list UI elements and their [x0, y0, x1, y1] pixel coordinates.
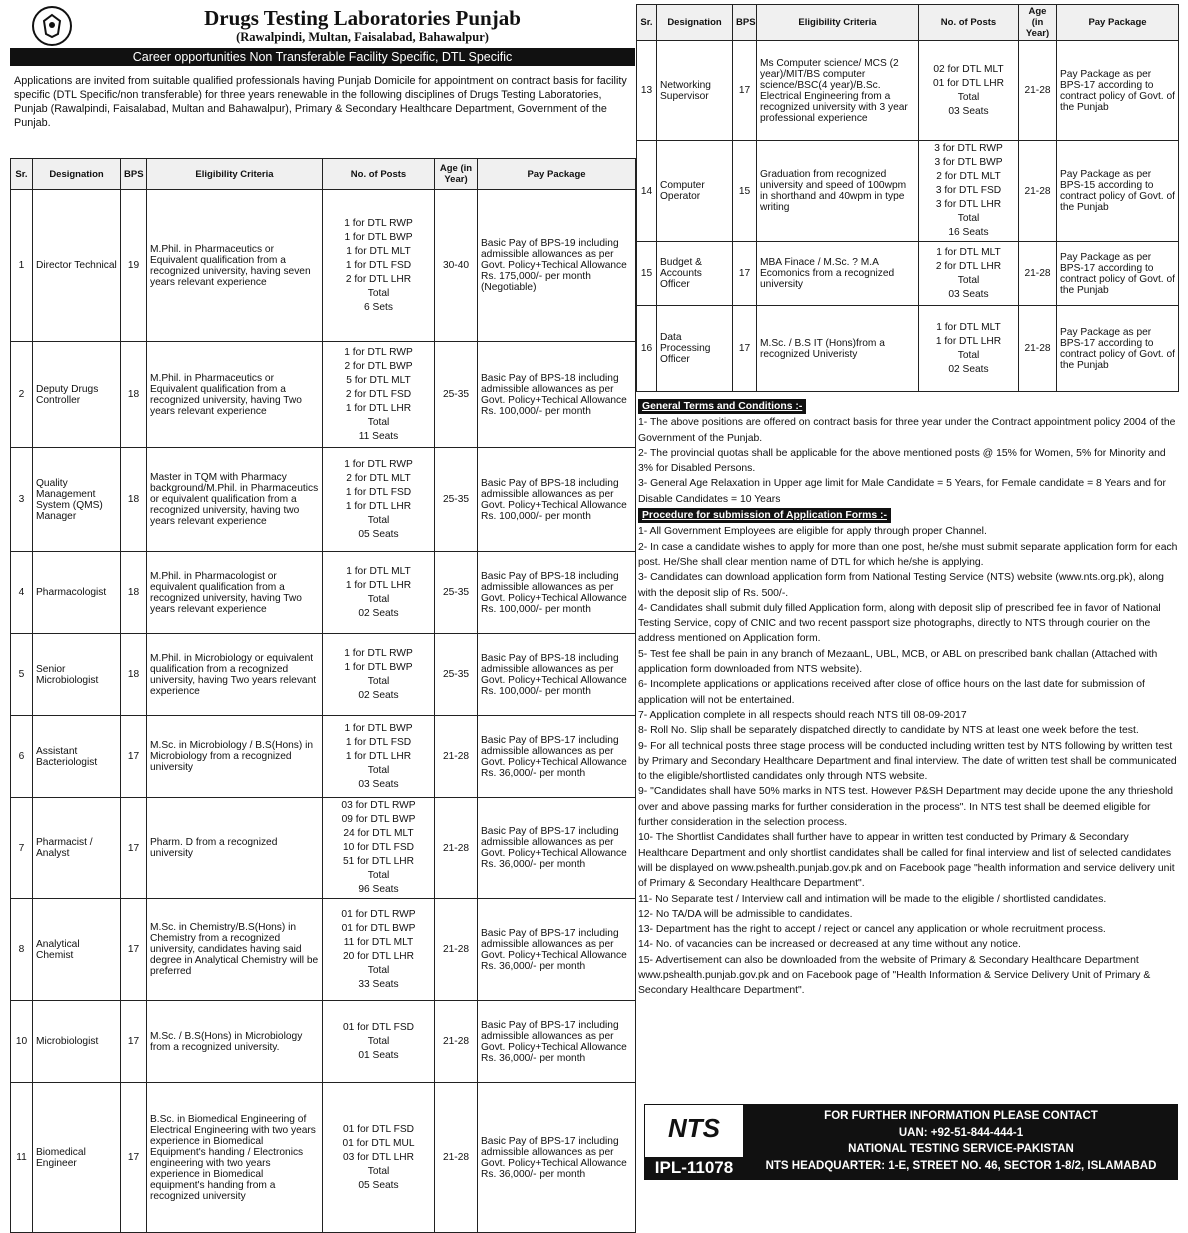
- row-bps: 15: [733, 141, 757, 242]
- row-pay: Basic Pay of BPS-18 including admissible allowances as per Govt. Policy+Techical Allowance Rs. 100,000/- per month: [478, 448, 636, 552]
- row-pay: Basic Pay of BPS-18 including admissible allowances as per Govt. Policy+Techical Allowance Rs. 100,000/- per month: [478, 552, 636, 634]
- contact-address: NTS HEADQUARTER: 1-E, STREET NO. 46, SECTOR 1-8/2, ISLAMABAD: [765, 1159, 1157, 1172]
- row-bps: 17: [121, 1001, 147, 1083]
- row-designation: Budget & Accounts Officer: [657, 242, 733, 306]
- row-sr: 10: [11, 1001, 33, 1083]
- row-designation: Microbiologist: [33, 1001, 121, 1083]
- row-designation: Analytical Chemist: [33, 899, 121, 1001]
- row-age: 25-35: [435, 552, 478, 634]
- row-bps: 17: [733, 41, 757, 141]
- row-sr: 4: [11, 552, 33, 634]
- row-designation: Networking Supervisor: [657, 41, 733, 141]
- header: [10, 4, 635, 48]
- table-row: [637, 306, 1179, 392]
- row-bps: 18: [121, 448, 147, 552]
- row-sr: 7: [11, 798, 33, 899]
- col-header: Pay Package: [478, 159, 636, 190]
- row-criteria: M.Sc. in Microbiology / B.S(Hons) in Microbiology from a recognized university: [147, 716, 323, 798]
- row-designation: Biomedical Engineer: [33, 1083, 121, 1233]
- row-posts: 1 for DTL BWP 1 for DTL FSD 1 for DTL LHR Total 03 Seats: [323, 716, 435, 798]
- contact-info: [748, 1108, 1174, 1174]
- row-sr: 6: [11, 716, 33, 798]
- col-header: Pay Package: [1057, 5, 1179, 41]
- row-age: 25-35: [435, 448, 478, 552]
- row-posts: 1 for DTL RWP 2 for DTL MLT 1 for DTL FSD 1 for DTL LHR Total 05 Seats: [323, 448, 435, 552]
- career-banner: Career opportunities Non Transferable Facility Specific, DTL Specific: [10, 48, 635, 66]
- list-item: 10- The Shortlist Candidates shall further have to appear in written test conducted by Primary & Secondary Healthcare Department and only shortlist candidates shall be called for final interview and list of selected candidates will be displayed on www.pshealth.punjab.gov.pk and on Facebook page "health information and service delivery unit of Primary & Secondary Healthcare Department".: [638, 832, 1175, 890]
- row-designation: Pharmacist / Analyst: [33, 798, 121, 899]
- list-item: 3- General Age Relaxation in Upper age limit for Male Candidate = 5 Years, for Female candidate = 8 Years and for Disable Candidates = 10 Years: [638, 478, 1166, 505]
- row-criteria: Master in TQM with Pharmacy background/M.Phil. in Pharmaceutics or equivalent qualification from a recognized university, having two years relevant experience: [147, 448, 323, 552]
- row-pay: Pay Package as per BPS-17 according to contract policy of Govt. of the Punjab: [1057, 242, 1179, 306]
- row-age: 21-28: [435, 1083, 478, 1233]
- list-item: 1- The above positions are offered on contract basis for three year under the Contract appointment policy 2004 of the Government of the Punjab.: [638, 417, 1176, 444]
- col-header: Designation: [33, 159, 121, 190]
- row-sr: 8: [11, 899, 33, 1001]
- row-posts: 1 for DTL RWP 1 for DTL BWP 1 for DTL MLT 1 for DTL FSD 2 for DTL LHR Total 6 Sets: [323, 190, 435, 342]
- row-criteria: M.Phil. in Pharmaceutics or Equivalent qualification from a recognized university, having seven years relevant experience: [147, 190, 323, 342]
- contact-line: FOR FURTHER INFORMATION PLEASE CONTACT: [824, 1110, 1098, 1122]
- general-terms-heading: General Terms and Conditions :-: [638, 399, 806, 414]
- row-criteria: B.Sc. in Biomedical Engineering of Electrical Engineering with two years experience in Biomedical Equipment's handing / Electronics engineering with two years experience in Biomedical equipment's handing from a recognized university: [147, 1083, 323, 1233]
- list-item: 14- No. of vacancies can be increased or decreased at any time without any notice.: [638, 939, 1021, 951]
- row-sr: 11: [11, 1083, 33, 1233]
- row-criteria: M.Sc. / B.S IT (Hons)from a recognized Univeristy: [757, 306, 919, 392]
- row-pay: Basic Pay of BPS-19 including admissible allowances as per Govt. Policy+Techical Allowance Rs. 175,000/- per month (Negotiable): [478, 190, 636, 342]
- row-age: 25-35: [435, 342, 478, 448]
- col-header: No. of Posts: [323, 159, 435, 190]
- jobs-body-right: [637, 41, 1179, 392]
- row-bps: 18: [121, 342, 147, 448]
- row-pay: Basic Pay of BPS-17 including admissible allowances as per Govt. Policy+Techical Allowance Rs. 36,000/- per month: [478, 899, 636, 1001]
- col-header: Sr.: [11, 159, 33, 190]
- list-item: 2- In case a candidate wishes to apply for more than one post, he/she must submit separate application form for each post. He/She shall clear mention name of DTL for which he/she is applying.: [638, 541, 1178, 568]
- row-posts: 03 for DTL RWP 09 for DTL BWP 24 for DTL MLT 10 for DTL FSD 51 for DTL LHR Total 96 Seats: [323, 798, 435, 899]
- row-criteria: M.Phil. in Pharmaceutics or Equivalent qualification from a recognized university, having Two years relevant experience: [147, 342, 323, 448]
- table-row: [11, 448, 636, 552]
- row-criteria: Ms Computer science/ MCS (2 year)/MIT/BS computer science/BSC(4 year)/B.Sc. Electrical Engineering from a recognized university with 3 year professional experience: [757, 41, 919, 141]
- right-column: [636, 4, 1178, 999]
- procedure-list: [638, 524, 1178, 998]
- table-header: [637, 5, 1179, 41]
- table-row: [11, 1001, 636, 1083]
- row-sr: 16: [637, 306, 657, 392]
- list-item: 1- All Government Employees are eligible for apply through proper Channel.: [638, 526, 987, 538]
- terms-section: [636, 398, 1178, 999]
- list-item: 9- "Candidates shall have 50% marks in NTS test. However P&SH Department may decide upone the any thrieshold over and above passing marks for further consideration in the process". In NTS test shall be deemed eligible for further consideration in the selection process.: [638, 786, 1174, 829]
- jobs-table-right: [636, 4, 1179, 392]
- list-item: 4- Candidates shall submit duly filled Application form, along with deposit slip of prescribed fee in favor of National Testing Service, copy of CNIC and two recent passport size photographs, directly to NTS through courier on the address mentioned on Application form.: [638, 602, 1161, 645]
- col-header: BPS: [121, 159, 147, 190]
- row-pay: Basic Pay of BPS-17 including admissible allowances as per Govt. Policy+Techical Allowance Rs. 36,000/- per month: [478, 716, 636, 798]
- row-age: 21-28: [435, 1001, 478, 1083]
- row-bps: 17: [121, 798, 147, 899]
- left-column: [10, 4, 635, 1233]
- ipl-number: IPL-11078: [645, 1157, 743, 1179]
- row-posts: 1 for DTL MLT 1 for DTL LHR Total 02 Seats: [323, 552, 435, 634]
- row-designation: Data Processing Officer: [657, 306, 733, 392]
- row-age: 25-35: [435, 634, 478, 716]
- list-item: 15- Advertisement can also be downloaded from the website of Primary & Secondary Healthcare Department www.pshealth.punjab.gov.pk and on Facebook page of "Health Information & Service Delivery Unit of Primary & Secondary Healthcare Department".: [638, 954, 1151, 997]
- page-subtitle: (Rawalpindi, Multan, Faisalabad, Bahawalpur): [236, 30, 489, 44]
- row-designation: Quality Management System (QMS) Manager: [33, 448, 121, 552]
- punjab-emblem-icon: [32, 6, 72, 46]
- row-bps: 17: [121, 1083, 147, 1233]
- list-item: 13- Department has the right to accept / reject or cancel any application or whole recruitment process.: [638, 924, 1106, 936]
- row-bps: 17: [121, 899, 147, 1001]
- row-sr: 13: [637, 41, 657, 141]
- row-bps: 19: [121, 190, 147, 342]
- row-bps: 18: [121, 634, 147, 716]
- row-pay: Pay Package as per BPS-17 according to contract policy of Govt. of the Punjab: [1057, 306, 1179, 392]
- table-row: [11, 798, 636, 899]
- list-item: 11- No Separate test / Interview call and intimation will be made to the eligible / shortlisted candidates.: [638, 893, 1107, 905]
- table-row: [637, 41, 1179, 141]
- table-header: [11, 159, 636, 190]
- row-posts: 1 for DTL RWP 1 for DTL BWP Total 02 Seats: [323, 634, 435, 716]
- row-criteria: M.Phil. in Microbiology or equivalent qualification from a recognized university, having Two years relevant experience: [147, 634, 323, 716]
- col-header: Sr.: [637, 5, 657, 41]
- row-criteria: M.Sc. in Chemistry/B.S(Hons) in Chemistry from a recognized university, candidates having said degree in Analytical Chemistry will be preferred: [147, 899, 323, 1001]
- row-age: 21-28: [435, 716, 478, 798]
- table-row: [11, 716, 636, 798]
- row-posts: 02 for DTL MLT 01 for DTL LHR Total 03 Seats: [919, 41, 1019, 141]
- table-row: [11, 190, 636, 342]
- table-row: [11, 899, 636, 1001]
- row-posts: 01 for DTL FSD 01 for DTL MUL 03 for DTL LHR Total 05 Seats: [323, 1083, 435, 1233]
- col-header: Eligibility Criteria: [147, 159, 323, 190]
- row-sr: 2: [11, 342, 33, 448]
- row-posts: 3 for DTL RWP 3 for DTL BWP 2 for DTL MLT 3 for DTL FSD 3 for DTL LHR Total 16 Seats: [919, 141, 1019, 242]
- row-designation: Computer Operator: [657, 141, 733, 242]
- intro-paragraph: Applications are invited from suitable qualified professionals having Punjab Domicile for appointment on contract basis for facility specific (DTL Specific/non transferable) for three years renewable in the following disciplines of Drugs Testing Laboratories, Punjab (Rawalpindi, Faisalabad, Multan and Bahawalpur), Primary & Secondary Healthcare Department, Government of the Punjab.: [14, 75, 627, 129]
- general-terms-list: [638, 415, 1178, 507]
- row-sr: 5: [11, 634, 33, 716]
- row-sr: 1: [11, 190, 33, 342]
- row-designation: Senior Microbiologist: [33, 634, 121, 716]
- table-row: [637, 141, 1179, 242]
- table-row: [11, 634, 636, 716]
- contact-uan: UAN: +92-51-844-444-1: [898, 1126, 1024, 1139]
- list-item: 9- For all technical posts three stage process will be conducted including written test by NTS following by written test by Primary and Secondary Healthcare Department and final interview. The date of written test shall be communicated to the eligible/shortlisted candidates only through NTS website.: [638, 740, 1177, 783]
- table-row: [11, 342, 636, 448]
- table-row: [637, 242, 1179, 306]
- list-item: 5- Test fee shall be pain in any branch of MezaanL, UBL, MCB, or ABL on prescribed bank challan (Attached with application form downloaded from NTS website).: [638, 648, 1158, 676]
- jobs-body-left: [11, 190, 636, 1233]
- col-header: Age (in Year): [1019, 5, 1057, 41]
- list-item: 7- Application complete in all respects should reach NTS till 08-09-2017: [638, 709, 967, 721]
- row-designation: Deputy Drugs Controller: [33, 342, 121, 448]
- row-sr: 3: [11, 448, 33, 552]
- jobs-table-left: [10, 158, 636, 1233]
- row-age: 21-28: [435, 899, 478, 1001]
- row-age: 21-28: [1019, 141, 1057, 242]
- list-item: 3- Candidates can download application form from National Testing Service (NTS) website (www.nts.org.pk), along with the deposit slip of Rs. 500/-.: [638, 572, 1164, 599]
- row-criteria: Pharm. D from a recognized university: [147, 798, 323, 899]
- col-header: Designation: [657, 5, 733, 41]
- procedure-heading: Procedure for submission of Application Forms :-: [638, 508, 891, 523]
- contact-org: NATIONAL TESTING SERVICE-PAKISTAN: [848, 1143, 1074, 1155]
- row-age: 21-28: [1019, 242, 1057, 306]
- row-posts: 01 for DTL RWP 01 for DTL BWP 11 for DTL MLT 20 for DTL LHR Total 33 Seats: [323, 899, 435, 1001]
- row-pay: Basic Pay of BPS-17 including admissible allowances as per Govt. Policy+Techical Allowance Rs. 36,000/- per month: [478, 1083, 636, 1233]
- row-pay: Basic Pay of BPS-17 including admissible allowances as per Govt. Policy+Techical Allowance Rs. 36,000/- per month: [478, 1001, 636, 1083]
- list-item: 2- The provincial quotas shall be applicable for the above mentioned posts @ 15% for Women, 5% for Minority and 3% for Disabled Persons.: [638, 447, 1166, 475]
- row-sr: 14: [637, 141, 657, 242]
- row-pay: Pay Package as per BPS-15 according to contract policy of Govt. of the Punjab: [1057, 141, 1179, 242]
- row-posts: 1 for DTL MLT 2 for DTL LHR Total 03 Seats: [919, 242, 1019, 306]
- page-title: Drugs Testing Laboratories Punjab: [204, 6, 521, 30]
- row-pay: Basic Pay of BPS-18 including admissible allowances as per Govt. Policy+Techical Allowance Rs. 100,000/- per month: [478, 634, 636, 716]
- row-criteria: M.Phil. in Pharmacologist or equivalent qualification from a recognized university, having Two years relevant experience: [147, 552, 323, 634]
- row-designation: Director Technical: [33, 190, 121, 342]
- row-age: 21-28: [1019, 306, 1057, 392]
- table-row: [11, 1083, 636, 1233]
- row-posts: 1 for DTL MLT 1 for DTL LHR Total 02 Seats: [919, 306, 1019, 392]
- row-sr: 15: [637, 242, 657, 306]
- row-criteria: Graduation from recognized university and speed of 100wpm in shorthand and 40wpm in type writing: [757, 141, 919, 242]
- row-pay: Basic Pay of BPS-18 including admissible allowances as per Govt. Policy+Techical Allowance Rs. 100,000/- per month: [478, 342, 636, 448]
- row-pay: Pay Package as per BPS-17 according to contract policy of Govt. of the Punjab: [1057, 41, 1179, 141]
- row-designation: Assistant Bacteriologist: [33, 716, 121, 798]
- row-bps: 17: [733, 306, 757, 392]
- col-header: Eligibility Criteria: [757, 5, 919, 41]
- col-header: No. of Posts: [919, 5, 1019, 41]
- row-age: 21-28: [435, 798, 478, 899]
- row-posts: 1 for DTL RWP 2 for DTL BWP 5 for DTL MLT 2 for DTL FSD 1 for DTL LHR Total 11 Seats: [323, 342, 435, 448]
- col-header: Age (in Year): [435, 159, 478, 190]
- row-posts: 01 for DTL FSD Total 01 Seats: [323, 1001, 435, 1083]
- table-row: [11, 552, 636, 634]
- row-pay: Basic Pay of BPS-17 including admissible allowances as per Govt. Policy+Techical Allowance Rs. 36,000/- per month: [478, 798, 636, 899]
- row-criteria: M.Sc. / B.S(Hons) in Microbiology from a recognized university.: [147, 1001, 323, 1083]
- row-criteria: MBA Finace / M.Sc. ? M.A Ecomonics from a recognized university: [757, 242, 919, 306]
- list-item: 8- Roll No. Slip shall be separately dispatched directly to candidate by NTS at least one week before the test.: [638, 725, 1139, 737]
- row-bps: 17: [121, 716, 147, 798]
- nts-logo-text: NTS: [668, 1113, 720, 1143]
- row-bps: 17: [733, 242, 757, 306]
- row-age: 30-40: [435, 190, 478, 342]
- col-header: BPS: [733, 5, 757, 41]
- nts-logo: [644, 1104, 744, 1180]
- row-designation: Pharmacologist: [33, 552, 121, 634]
- list-item: 12- No TA/DA will be admissible to candidates.: [638, 908, 853, 920]
- row-age: 21-28: [1019, 41, 1057, 141]
- contact-box: [644, 1104, 1178, 1180]
- row-bps: 18: [121, 552, 147, 634]
- list-item: 6- Incomplete applications or applications received after close of office hours on the last date for submission of application will not be entertained.: [638, 679, 1145, 706]
